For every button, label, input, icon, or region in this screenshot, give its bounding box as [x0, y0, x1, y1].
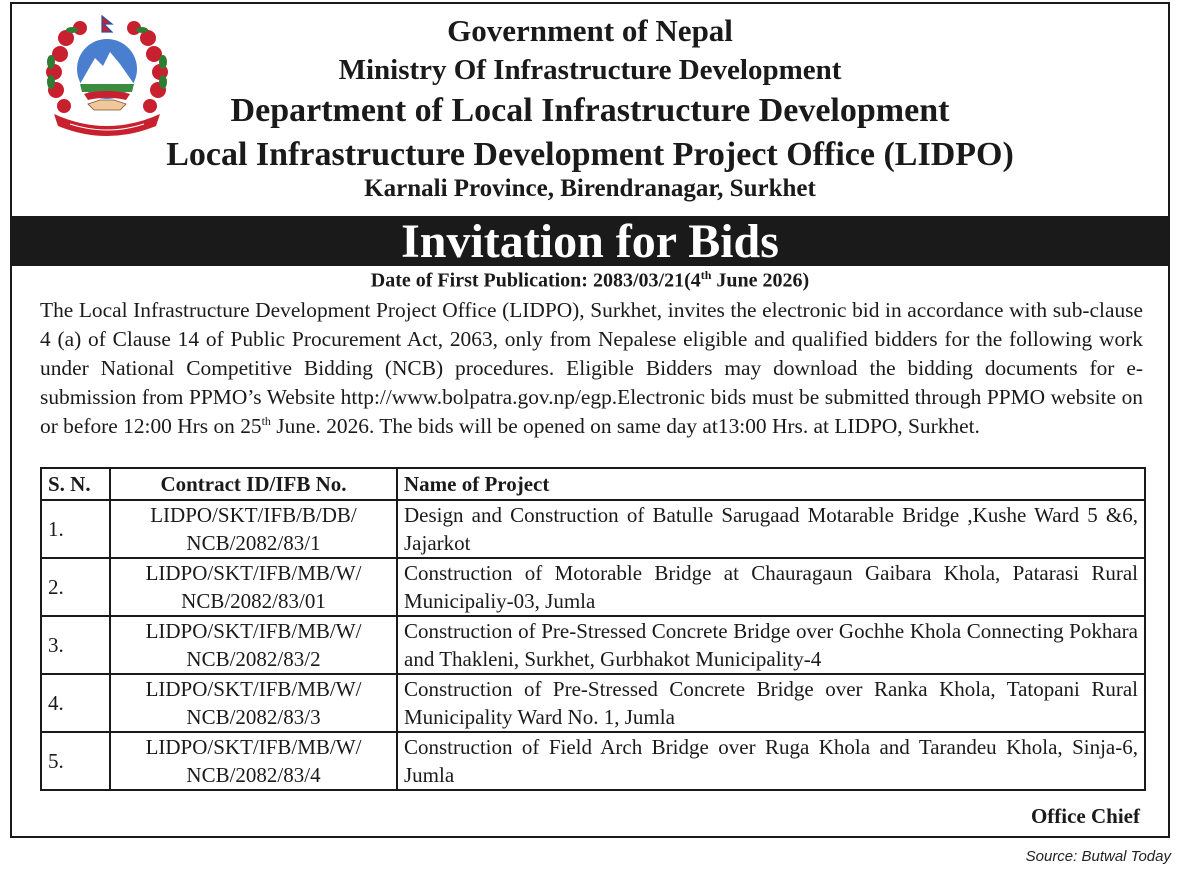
signatory: Office Chief	[1030, 804, 1140, 828]
cell-project-name: Construction of Pre-Stressed Concrete Bridge over Ranka Khola, Tatopani Rural Municipality Ward No. 1, Jumla	[397, 674, 1145, 732]
contract-id-line2: NCB/2082/83/3	[186, 705, 321, 729]
cell-sn: 3.	[41, 616, 110, 674]
contract-id-line2: NCB/2082/83/01	[181, 589, 326, 613]
cell-sn: 4.	[41, 674, 110, 732]
cell-contract-id	[110, 674, 397, 732]
cell-contract-id	[110, 732, 397, 790]
office-title: Local Infrastructure Development Project Office (LIDPO)	[166, 136, 1014, 173]
notice-body-sup: th	[261, 413, 271, 428]
contract-id-line2: NCB/2082/83/4	[186, 763, 321, 787]
bids-table	[40, 467, 1146, 791]
cell-project-name: Construction of Pre-Stressed Concrete Bridge over Gochhe Khola Connecting Pokhara and Thakleni, Surkhet, Gurbhakot Municipality-4	[397, 616, 1145, 674]
contract-id-line2: NCB/2082/83/1	[186, 531, 321, 555]
notice-body	[40, 296, 1143, 441]
header-project-name: Name of Project	[397, 468, 1145, 500]
cell-sn: 2.	[41, 558, 110, 616]
ministry-title: Ministry Of Infrastructure Development	[338, 54, 842, 86]
table-row	[41, 558, 1145, 616]
cell-project-name: Construction of Motorable Bridge at Chauragaun Gaibara Khola, Patarasi Rural Municipaliy-03, Jumla	[397, 558, 1145, 616]
header-sn: S. N.	[41, 468, 110, 500]
contract-id-line1: LIDPO/SKT/IFB/MB/W/	[145, 735, 362, 759]
notice-body-part2: June. 2026. The bids will be opened on same day at13:00 Hrs. at LIDPO, Surkhet.	[270, 414, 980, 438]
table-row	[41, 732, 1145, 790]
cell-contract-id	[110, 500, 397, 558]
contract-id-line2: NCB/2082/83/2	[186, 647, 321, 671]
government-title: Government of Nepal	[447, 13, 733, 48]
table-header-row	[41, 468, 1145, 500]
cell-contract-id	[110, 616, 397, 674]
publication-date-prefix: Date of First Publication: 2083/03/21(4	[370, 269, 701, 292]
cell-project-name: Construction of Field Arch Bridge over Ruga Khola and Tarandeu Khola, Sinja-6, Jumla	[397, 732, 1145, 790]
cell-sn: 5.	[41, 732, 110, 790]
notice-body-part1: The Local Infrastructure Development Project Office (LIDPO), Surkhet, invites the electronic bid in accordance with sub-clause 4 (a) of Clause 14 of Public Procurement Act, 2063, only from Nepalese eligible and qualified bidders for the following work under National Competitive Bidding (NCB) procedures. Eligible Bidders may download the bidding documents for e-submission from PPMO’s Website http://www.bolpatra.gov.np/egp.Electronic bids must be submitted through PPMO website on or before 12:00 Hrs on 25	[40, 298, 1143, 438]
contract-id-line1: LIDPO/SKT/IFB/B/DB/	[150, 503, 357, 527]
contract-id-line1: LIDPO/SKT/IFB/MB/W/	[145, 619, 362, 643]
publication-date	[12, 268, 1168, 293]
publication-date-sup: th	[700, 268, 712, 282]
notice-title: Invitation for Bids	[401, 215, 779, 268]
header-contract-id: Contract ID/IFB No.	[110, 468, 397, 500]
source-credit: Source: Butwal Today	[1025, 848, 1171, 865]
office-address: Karnali Province, Birendranagar, Surkhet	[364, 175, 816, 202]
contract-id-line1: LIDPO/SKT/IFB/MB/W/	[145, 677, 362, 701]
table-row	[41, 616, 1145, 674]
publication-date-suffix: June 2026)	[711, 269, 810, 292]
contract-id-line1: LIDPO/SKT/IFB/MB/W/	[145, 561, 362, 585]
cell-project-name: Design and Construction of Batulle Sarugaad Motarable Bridge ,Kushe Ward 5 &6, Jajarkot	[397, 500, 1145, 558]
cell-contract-id	[110, 558, 397, 616]
cell-sn: 1.	[41, 500, 110, 558]
department-title: Department of Local Infrastructure Development	[230, 92, 950, 129]
table-row	[41, 500, 1145, 558]
table-row	[41, 674, 1145, 732]
notice-frame	[10, 2, 1170, 838]
